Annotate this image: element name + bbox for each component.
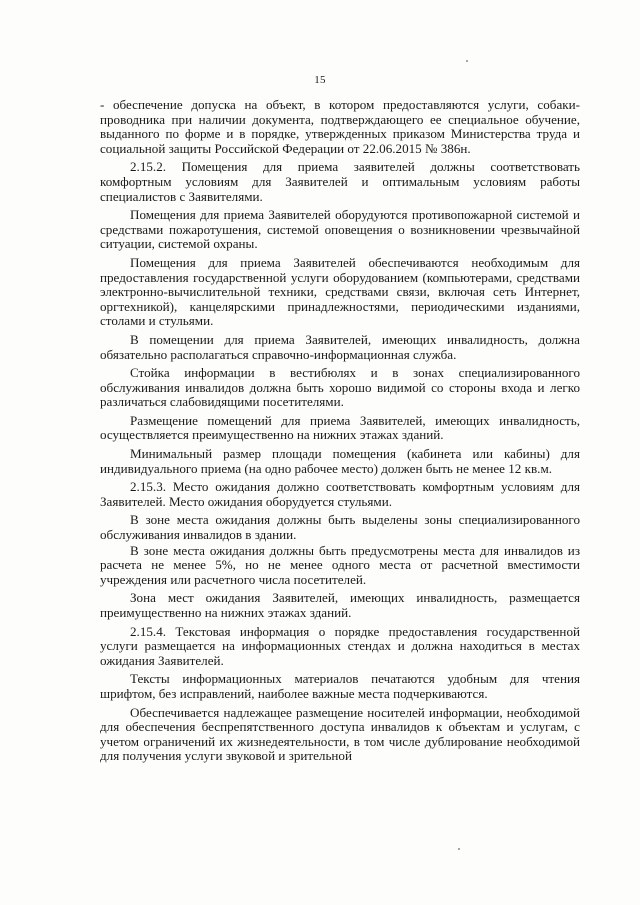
paragraph-special-zones: В зоне места ожидания должны быть выделены зоны специализированного обслуживания инвалидов в здании.: [100, 512, 580, 543]
paragraph-fire-safety: Помещения для приема Заявителей оборудуются противопожарной системой и средствами пожаротушения, системой оповещения о возникновении чрезвычайной ситуации, системой охраны.: [100, 207, 580, 252]
paragraph-seat-quota: В зоне места ожидания должны быть предусмотрены места для инвалидов из расчета не менее 5%, но не менее одного места от расчетной вместимости учреждения или расчетного числа посетителей.: [100, 542, 580, 587]
paragraph-info-service: В помещении для приема Заявителей, имеющих инвалидность, должна обязательно располагаться справочно-информационная служба.: [100, 331, 580, 362]
paragraph-text-materials: Тексты информационных материалов печатаются удобным для чтения шрифтом, без исправлений, наиболее важные места подчеркиваются.: [100, 671, 580, 701]
document-body: [100, 98, 580, 768]
paragraph-equipment: Помещения для приема Заявителей обеспечиваются необходимым для предоставления государственной услуги оборудованием (компьютерами, средствами электронно-вычислительной техники, средствами связи, включая сеть Интернет, оргтехникой), канцелярскими принадлежностями, периодическими изданиями, столами и стульями.: [100, 254, 580, 329]
paragraph-2-15-4: 2.15.4. Текстовая информация о порядке предоставления государственной услуги размещается на информационных стендах и должна находиться в местах ожидания Заявителей.: [100, 623, 580, 668]
paragraph-info-desk: Стойка информации в вестибюлях и в зонах специализированного обслуживания инвалидов должна быть хорошо видимой со стороны входа и легко различаться слабовидящими посетителями.: [100, 365, 580, 410]
paragraph-waiting-zone-floors: Зона мест ожидания Заявителей, имеющих инвалидность, размещается преимущественно на нижних этажах зданий.: [100, 590, 580, 620]
paragraph-info-media: Обеспечивается надлежащее размещение носителей информации, необходимой для обеспечения беспрепятственного доступа инвалидов к объектам и услугам, с учетом ограничений их жизнедеятельности, в том числе дублирование необходимой для получения услуги звуковой и зрительной: [100, 704, 580, 764]
scan-speck: [458, 848, 460, 850]
paragraph-2-15-3: 2.15.3. Место ожидания должно соответствовать комфортным условиям для Заявителей. Место ожидания оборудуется стульями.: [100, 479, 580, 509]
scan-speck: [466, 60, 468, 62]
paragraph-guide-dog-access: - обеспечение допуска на объект, в котором предоставляются услуги, собаки-проводника при наличии документа, подтверждающего ее специальное обучение, выданного по форме и в порядке, утвержденных приказом Министерства труда и социальной защиты Российской Федерации от 22.06.2015 № 386н.: [100, 97, 580, 156]
paragraph-min-area: Минимальный размер площади помещения (кабинета или кабины) для индивидуального приема (на одно рабочее место) должен быть не менее 12 кв.м.: [100, 446, 580, 476]
paragraph-2-15-2: 2.15.2. Помещения для приема заявителей должны соответствовать комфортным условиям для Заявителей и оптимальным условиям работы специалистов с Заявителями.: [100, 159, 580, 204]
page-number: 15: [314, 74, 326, 86]
paragraph-lower-floors: Размещение помещений для приема Заявителей, имеющих инвалидность, осуществляется преимущественно на нижних этажах зданий.: [100, 412, 580, 443]
